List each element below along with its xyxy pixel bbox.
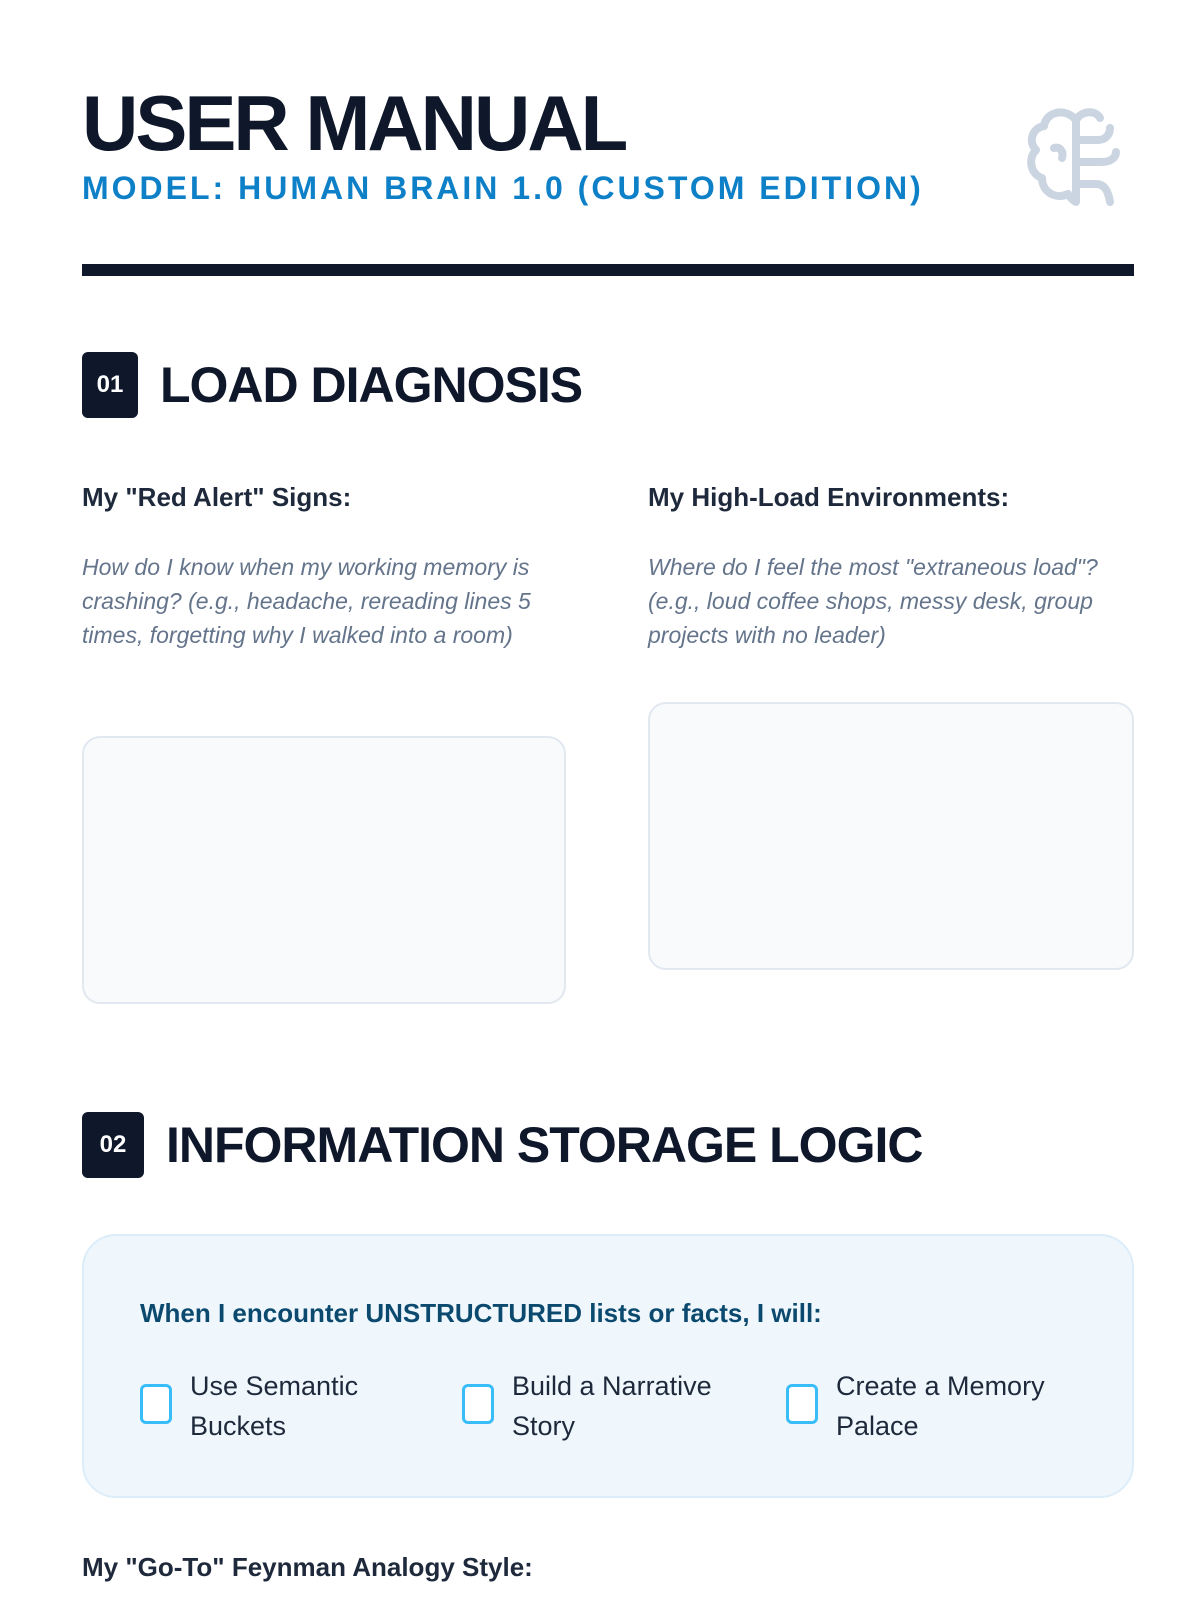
user-manual-page (82, 0, 1134, 1600)
option-memory-palace[interactable] (786, 1366, 1086, 1446)
page-title: USER MANUAL (82, 79, 626, 167)
red-alert-signs-column (82, 480, 566, 652)
section-title: INFORMATION STORAGE LOGIC (166, 1117, 923, 1173)
option-label: Use Semantic Buckets (190, 1371, 359, 1441)
red-alert-signs-hint: How do I know when my working memory is crashing? (e.g., headache, rereading lines 5 times, forgetting why I walked into a room) (82, 554, 531, 648)
high-load-environments-hint: Where do I feel the most "extraneous load"? (e.g., loud coffee shops, messy desk, group projects with no leader) (648, 554, 1098, 648)
option-label: Build a Narrative Story (512, 1371, 712, 1441)
header (82, 79, 1134, 214)
option-semantic-buckets[interactable] (140, 1366, 440, 1446)
brain-icon (1026, 106, 1128, 212)
section-title: LOAD DIAGNOSIS (160, 357, 583, 413)
red-alert-signs-label: My "Red Alert" Signs: (82, 482, 352, 512)
red-alert-signs-answer-box[interactable] (82, 736, 566, 1004)
option-narrative-story[interactable] (462, 1366, 762, 1446)
section-number-badge: 02 (82, 1112, 144, 1178)
storage-logic-panel (82, 1234, 1134, 1498)
section-heading-information-storage (82, 1112, 922, 1178)
section-heading-load-diagnosis (82, 352, 582, 418)
storage-logic-prompt: When I encounter UNSTRUCTURED lists or facts, I will: (140, 1298, 822, 1328)
semantic-buckets-checkbox[interactable] (140, 1384, 172, 1424)
page-subtitle: MODEL: HUMAN BRAIN 1.0 (CUSTOM EDITION) (82, 170, 924, 206)
high-load-environments-column (648, 480, 1132, 652)
header-divider (82, 264, 1134, 276)
high-load-environments-answer-box[interactable] (648, 702, 1134, 970)
section-number-badge: 01 (82, 352, 138, 418)
narrative-story-checkbox[interactable] (462, 1384, 494, 1424)
high-load-environments-label: My High-Load Environments: (648, 482, 1010, 512)
memory-palace-checkbox[interactable] (786, 1384, 818, 1424)
option-label: Create a Memory Palace (836, 1371, 1045, 1441)
feynman-analogy-label: My "Go-To" Feynman Analogy Style: (82, 1552, 533, 1582)
